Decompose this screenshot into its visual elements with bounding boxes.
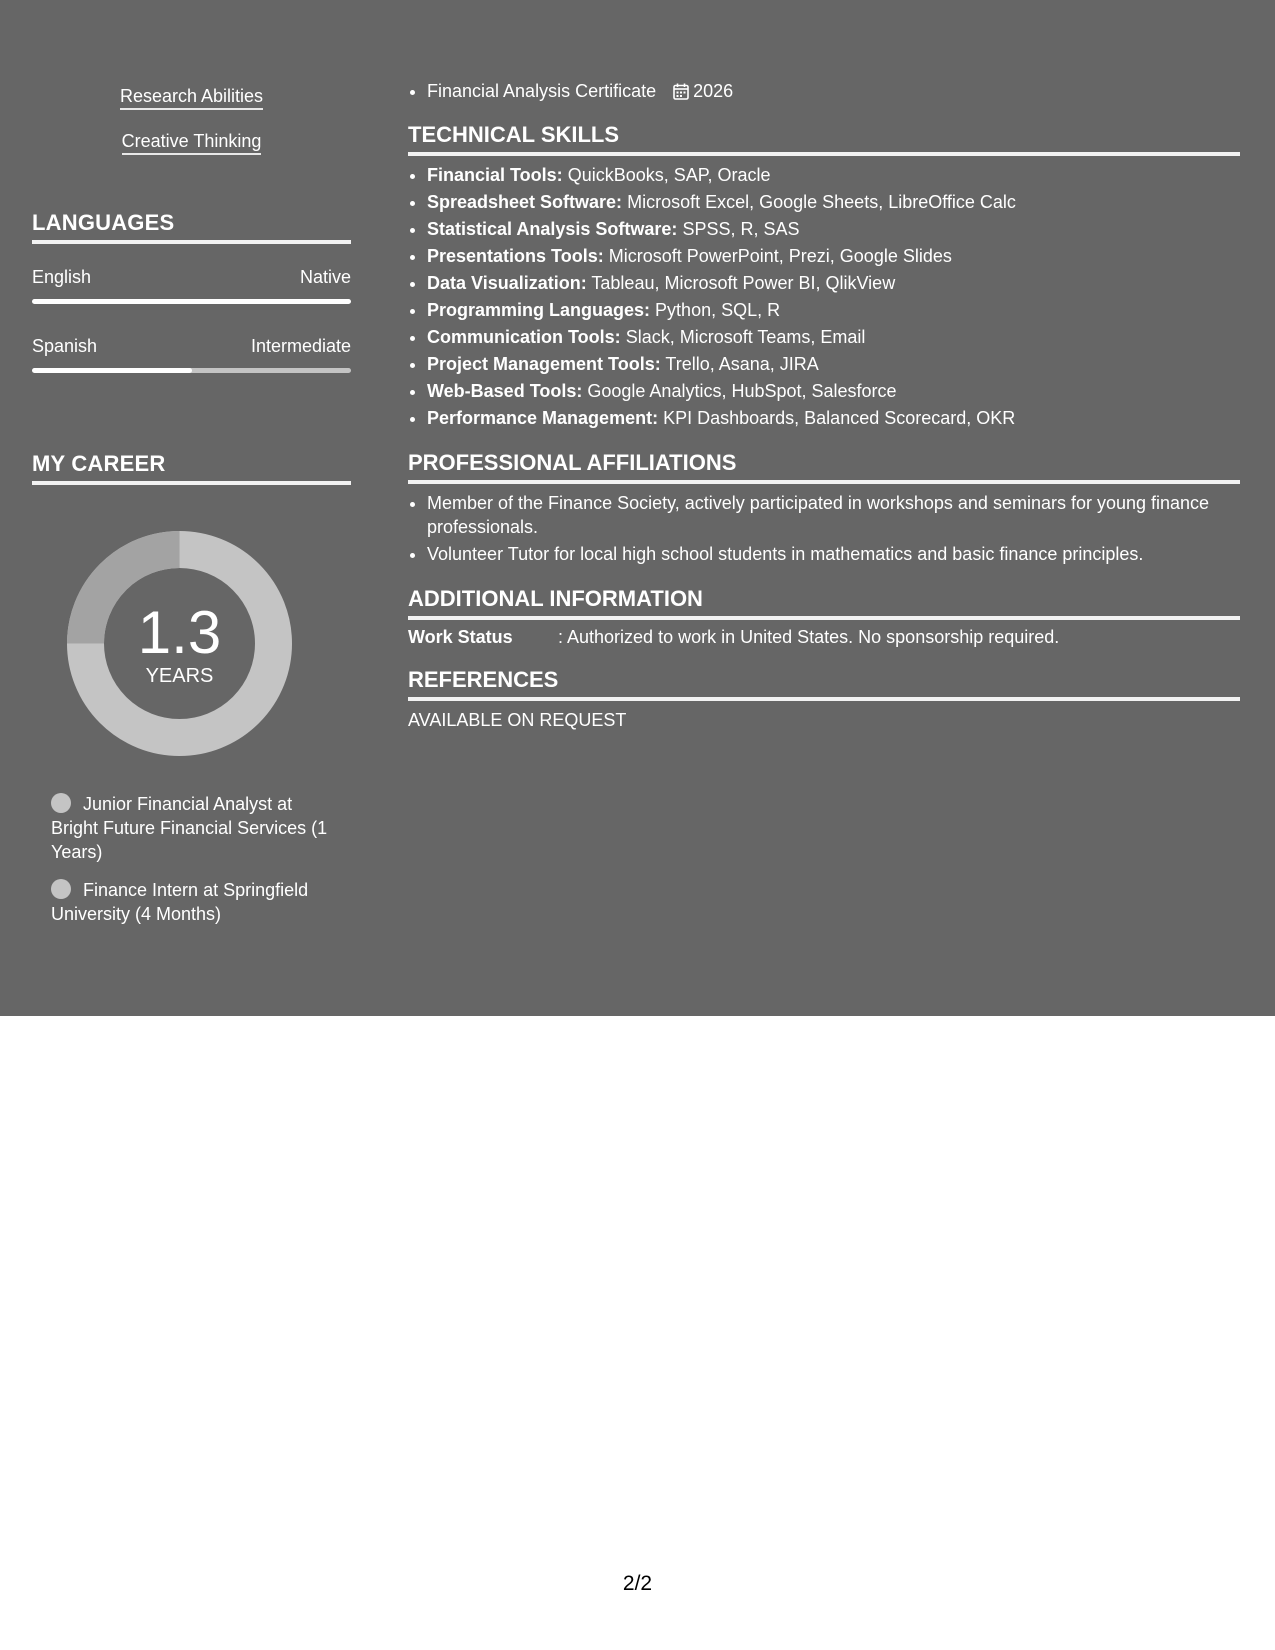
work-status-row [408,627,1059,648]
technical-skill-label: Web-Based Tools: [427,381,583,401]
technical-skill-label: Project Management Tools: [427,354,661,374]
language-bar-fill [32,368,192,373]
technical-skill-value: Trello, Asana, JIRA [665,354,819,374]
language-row [32,267,351,288]
additional-info-heading: ADDITIONAL INFORMATION [408,586,1240,620]
technical-skill-item [427,324,1227,351]
language-name: Spanish [32,336,98,356]
skill-item: Creative Thinking [32,131,351,152]
career-item: Junior Financial Analyst at Bright Future Financial Services (1 Years) [51,794,328,862]
career-dot-icon [51,879,71,899]
technical-skill-label: Financial Tools: [427,165,563,185]
career-dot-icon [51,793,71,813]
technical-skill-label: Communication Tools: [427,327,621,347]
technical-skill-label: Performance Management: [427,408,659,428]
technical-skill-item [427,270,1227,297]
affiliations-list [408,491,1227,569]
technical-skill-item [427,297,1227,324]
technical-skill-value: Tableau, Microsoft Power BI, QlikView [591,273,896,293]
affiliation-item: • Volunteer Tutor for local high school students in mathematics and basic finance principles. [427,542,1227,566]
affiliation-item: • Member of the Finance Society, actively participated in workshops and seminars for young finance professionals. [427,491,1227,539]
technical-skill-value: SPSS, R, SAS [682,219,800,239]
affiliations-heading: PROFESSIONAL AFFILIATIONS [408,450,1240,484]
language-bar [32,368,351,373]
technical-skill-label: Spreadsheet Software: [427,192,623,212]
career-item: Finance Intern at Springfield University (4 Months) [51,880,309,924]
technical-skill-value: Slack, Microsoft Teams, Email [625,327,866,347]
technical-skill-item [427,351,1227,378]
technical-skill-value: Microsoft Excel, Google Sheets, LibreOffice Calc [627,192,1016,212]
career-heading: MY CAREER [32,451,351,485]
technical-skill-label: Statistical Analysis Software: [427,219,678,239]
technical-skill-value: QuickBooks, SAP, Oracle [567,165,771,185]
technical-skill-item [427,162,1227,189]
technical-skill-item [427,378,1227,405]
language-bar [32,299,351,304]
certification-list [408,78,1227,108]
career-total-years: 1.3 [137,599,222,666]
technical-skill-value: Python, SQL, R [655,300,781,320]
language-bar-fill [32,299,351,304]
technical-skills-list [408,162,1227,432]
technical-skill-item [427,216,1227,243]
calendar-icon [673,81,689,108]
certification-year: 2026 [693,81,734,101]
references-text: AVAILABLE ON REQUEST [408,710,627,730]
technical-skill-item [427,405,1227,432]
technical-skills-heading: TECHNICAL SKILLS [408,122,1240,156]
page-number: 2/2 [622,1572,653,1595]
technical-skill-item [427,189,1227,216]
work-status-value: : Authorized to work in United States. No sponsorship required. [558,627,1060,647]
career-total-unit: YEARS [145,665,214,687]
language-name: English [32,267,92,287]
certification-item: • Financial Analysis Certificate 2026 [427,78,1227,108]
career-donut-chart [67,531,292,756]
technical-skill-item [427,243,1227,270]
technical-skill-label: Presentations Tools: [427,246,604,266]
technical-skill-value: Microsoft PowerPoint, Prezi, Google Slides [608,246,952,266]
work-status-label: Work Status [408,627,513,647]
technical-skill-value: KPI Dashboards, Balanced Scorecard, OKR [663,408,1016,428]
language-level: Native [299,267,351,287]
language-row [32,336,351,357]
skill-item: Research Abilities [32,86,351,107]
technical-skill-value: Google Analytics, HubSpot, Salesforce [587,381,897,401]
references-heading: REFERENCES [408,667,1240,701]
technical-skill-label: Programming Languages: [427,300,651,320]
language-level: Intermediate [250,336,351,356]
languages-heading: LANGUAGES [32,210,351,244]
technical-skill-label: Data Visualization: [427,273,587,293]
